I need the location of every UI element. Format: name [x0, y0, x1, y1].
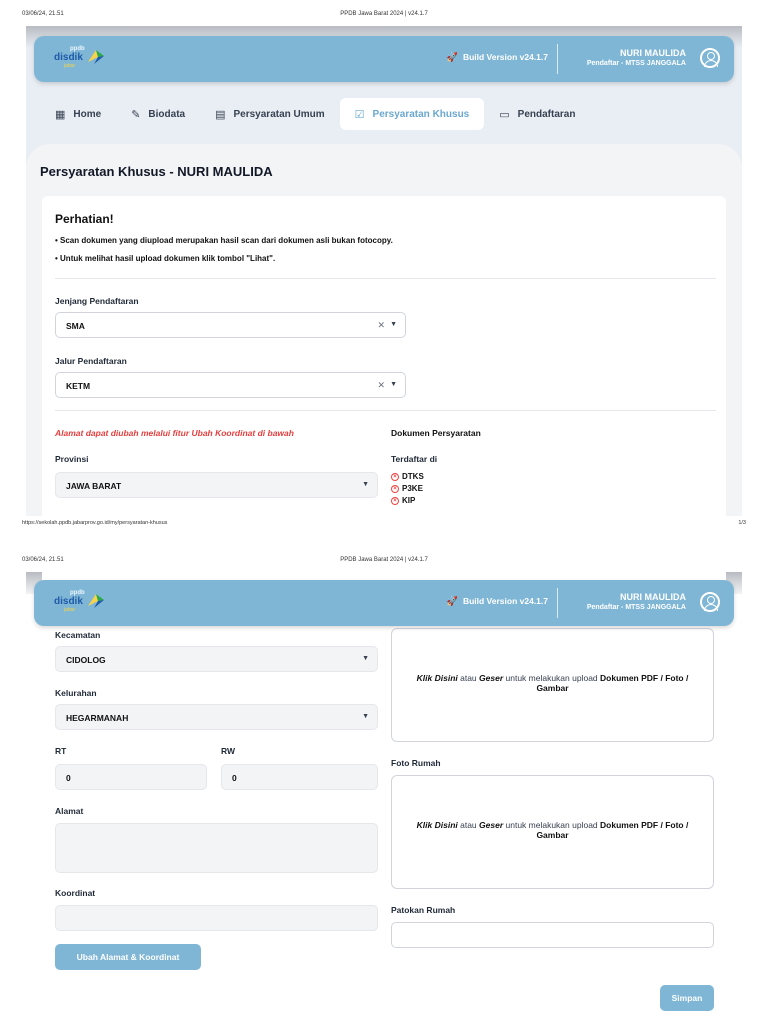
registered-item: [391, 484, 423, 493]
logo-small-text: ppdb: [70, 590, 85, 596]
patokan-label: Patokan Rumah: [391, 905, 456, 915]
patokan-input[interactable]: [391, 922, 714, 948]
print-header: [0, 8, 768, 20]
chevron-down-icon[interactable]: ▼: [390, 321, 397, 328]
page-title: Persyaratan Khusus - NURI MAULIDA: [40, 164, 273, 179]
jenjang-select[interactable]: [55, 312, 406, 338]
save-button[interactable]: Simpan: [660, 985, 714, 1011]
build-version-label: Build Version v24.1.7: [462, 52, 548, 62]
registered-item: [391, 472, 424, 481]
foto-rumah-dropzone[interactable]: [391, 775, 714, 889]
upload-types: Dokumen PDF / Foto / Gambar: [536, 820, 689, 840]
clipboard-icon: ▤: [215, 108, 226, 121]
kelurahan-value: HEGARMANAH: [66, 713, 129, 723]
attention-line-1: • Scan dokumen yang diupload merupakan hasil scan dari dokumen asli bukan fotocopy.: [55, 236, 393, 245]
upload-click-text: Klik Disini: [416, 673, 458, 683]
koordinat-label: Koordinat: [55, 888, 96, 898]
page-2: [26, 572, 742, 1024]
print-url: https://sekolah.ppdb.jabarprov.go.id/my/persyaratan-khusus: [22, 520, 168, 526]
kecamatan-select[interactable]: [55, 646, 378, 672]
foto-rumah-label: Foto Rumah: [391, 758, 441, 768]
clipboard-check-icon: ☑: [354, 108, 365, 121]
jalur-label: Jalur Pendaftaran: [55, 356, 127, 366]
user-role: Pendaftar - MTSS JANGGALA: [586, 60, 686, 67]
clear-icon[interactable]: ✕: [377, 380, 385, 390]
logo-leaf-icon: [86, 48, 106, 66]
x-circle-icon: ×: [391, 485, 399, 493]
registered-label: Terdaftar di: [391, 454, 438, 464]
jenjang-value: SMA: [66, 321, 85, 331]
print-page-num: 1/3: [738, 520, 746, 526]
x-circle-icon: ×: [391, 473, 399, 481]
navbar: [34, 36, 734, 82]
tab-biodata[interactable]: [116, 98, 200, 130]
print-datetime: 03/06/24, 21.51: [22, 557, 64, 563]
grid-icon: ▦: [55, 108, 66, 121]
clear-icon[interactable]: ✕: [377, 320, 385, 330]
provinsi-select[interactable]: [55, 472, 378, 498]
upload-dropzone[interactable]: [391, 628, 714, 742]
avatar-icon[interactable]: [700, 592, 720, 612]
jalur-value: KETM: [66, 381, 91, 391]
kelurahan-select[interactable]: [55, 704, 378, 730]
form-card: [42, 196, 726, 516]
rt-label: RT: [55, 746, 67, 756]
page-1: [26, 26, 742, 516]
upload-drag-text: Geser: [479, 820, 504, 830]
chevron-down-icon[interactable]: ▼: [362, 655, 369, 662]
tab-persyaratan-khusus[interactable]: [340, 98, 485, 130]
ubah-alamat-koordinat-button[interactable]: Ubah Alamat & Koordinat: [55, 944, 201, 970]
tab-home[interactable]: [40, 98, 116, 130]
tab-persyaratan-khusus-label: Persyaratan Khusus: [372, 108, 470, 120]
upload-types: Dokumen PDF / Foto / Gambar: [536, 673, 689, 693]
form-card-continued: [42, 572, 726, 1024]
tab-biodata-label: Biodata: [148, 108, 186, 120]
logo-main-text: disdik: [54, 596, 83, 607]
kecamatan-value: CIDOLOG: [66, 655, 106, 665]
tab-bar: [40, 98, 590, 130]
disdik-logo[interactable]: [48, 46, 108, 72]
print-doc-title: PPDB Jawa Barat 2024 | v24.1.7: [340, 557, 428, 563]
address-note: Alamat dapat diubah melalui fitur Ubah Koordinat di bawah: [55, 428, 294, 438]
provinsi-value: JAWA BARAT: [66, 481, 122, 491]
rocket-icon: 🚀: [446, 596, 458, 606]
chevron-down-icon[interactable]: ▼: [362, 713, 369, 720]
chevron-down-icon[interactable]: ▼: [390, 381, 397, 388]
x-circle-icon: ×: [391, 497, 399, 505]
user-role: Pendaftar - MTSS JANGGALA: [586, 604, 686, 611]
upload-click-text: Klik Disini: [416, 820, 458, 830]
registered-dtks: DTKS: [402, 472, 424, 481]
upload-or-text: atau: [457, 673, 480, 683]
user-info[interactable]: [587, 48, 686, 67]
logo-main-text: disdik: [54, 52, 83, 63]
alamat-textarea[interactable]: [55, 823, 378, 873]
user-name: NURI MAULIDA: [620, 592, 686, 602]
tab-pendaftaran-label: Pendaftaran: [517, 108, 576, 120]
print-header: [0, 554, 768, 566]
user-name: NURI MAULIDA: [620, 48, 686, 58]
build-version-label: Build Version v24.1.7: [462, 596, 548, 606]
attention-line-2: • Untuk melihat hasil upload dokumen klik tombol "Lihat".: [55, 254, 276, 263]
rw-input[interactable]: 0: [221, 764, 378, 790]
print-datetime: 03/06/24, 21.51: [22, 11, 64, 17]
card-icon: ▭: [499, 108, 510, 121]
build-version: [447, 596, 548, 607]
provinsi-label: Provinsi: [55, 454, 89, 464]
logo-sub-text: jabar: [64, 607, 76, 613]
disdik-logo[interactable]: [48, 590, 108, 616]
avatar-icon[interactable]: [700, 48, 720, 68]
logo-leaf-icon: [86, 592, 106, 610]
navbar-divider: [557, 44, 558, 74]
divider: [55, 278, 716, 279]
jalur-select[interactable]: [55, 372, 406, 398]
tab-pendaftaran[interactable]: [484, 98, 590, 130]
tab-persyaratan-umum[interactable]: [200, 98, 340, 130]
registered-p3ke: P3KE: [402, 484, 423, 493]
upload-drag-text: Geser: [479, 673, 504, 683]
tab-home-label: Home: [73, 108, 102, 120]
upload-or-text: atau: [457, 820, 480, 830]
kecamatan-label: Kecamatan: [55, 630, 101, 640]
navbar: [34, 580, 734, 626]
user-info[interactable]: [587, 592, 686, 611]
rt-input[interactable]: 0: [55, 764, 207, 790]
attention-heading: Perhatian!: [55, 212, 114, 226]
registered-kip: KIP: [402, 496, 416, 505]
print-doc-title: PPDB Jawa Barat 2024 | v24.1.7: [340, 11, 428, 17]
koordinat-input[interactable]: [55, 905, 378, 931]
registered-item: [391, 496, 415, 505]
build-version: [447, 52, 548, 63]
main-content: [26, 144, 742, 516]
rw-label: RW: [221, 746, 236, 756]
divider: [55, 410, 716, 411]
upload-instruction: untuk melakukan upload: [503, 673, 601, 683]
kelurahan-label: Kelurahan: [55, 688, 97, 698]
jenjang-label: Jenjang Pendaftaran: [55, 296, 139, 306]
logo-sub-text: jabar: [64, 63, 76, 69]
edit-icon: ✎: [131, 108, 141, 121]
logo-small-text: ppdb: [70, 46, 85, 52]
chevron-down-icon[interactable]: ▼: [362, 481, 369, 488]
tab-persyaratan-umum-label: Persyaratan Umum: [233, 108, 325, 120]
upload-instruction: untuk melakukan upload: [503, 820, 601, 830]
alamat-label: Alamat: [55, 806, 84, 816]
documents-heading: Dokumen Persyaratan: [391, 428, 481, 438]
rocket-icon: 🚀: [446, 52, 458, 62]
navbar-divider: [557, 588, 558, 618]
